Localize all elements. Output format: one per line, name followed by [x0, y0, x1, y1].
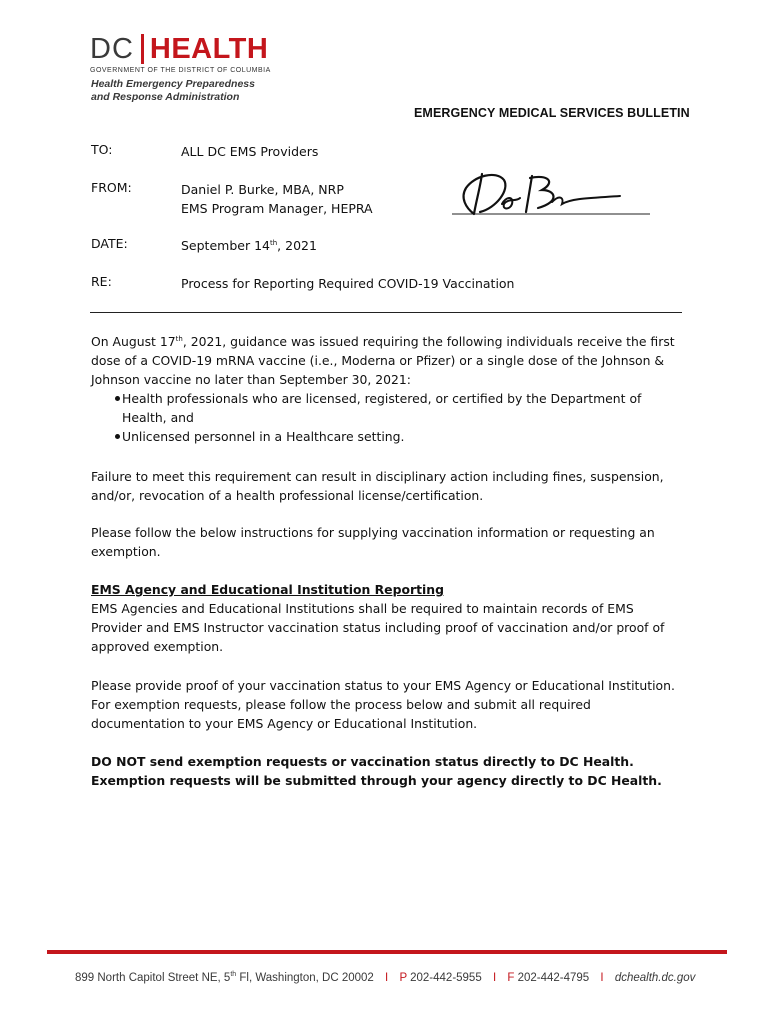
to-value: ALL DC EMS Providers: [181, 144, 319, 159]
paragraph-records: EMS Agencies and Educational Institutions shall be required to maintain records of EMS Provider and EMS Instructor vaccination status including proof of vaccination and/or proof of approved exemption.: [91, 601, 665, 654]
footer-divider: [47, 950, 727, 954]
org-line-2: and Response Administration: [91, 91, 240, 103]
paragraph-consequence: Failure to meet this requirement can result in disciplinary action including fines, suspension, and/or, revocation of a health professional license/certification.: [91, 469, 664, 503]
bulletin-title: EMERGENCY MEDICAL SERVICES BULLETIN: [414, 106, 690, 120]
from-label: FROM:: [91, 180, 132, 195]
fax-number: 202-442-4795: [517, 972, 590, 984]
org-line-1: Health Emergency Preparedness: [91, 78, 255, 90]
from-value: [181, 180, 373, 218]
to-label: TO:: [91, 142, 113, 157]
requirement-list: [91, 389, 681, 446]
paragraph-proof: Please provide proof of your vaccination status to your EMS Agency or Educational Institution. For exemption requests, please follow the process below and submit all required documentation to your EMS Agency or Educational Institution.: [91, 678, 675, 731]
logo-health-text: HEALTH: [149, 33, 269, 65]
footer-separator: I: [492, 972, 497, 984]
section-heading: EMS Agency and Educational Institution Reporting: [91, 582, 444, 597]
re-value: Process for Reporting Required COVID-19 Vaccination: [181, 276, 515, 291]
fax-label: F: [507, 972, 515, 984]
phone-number: 202-442-5955: [410, 972, 482, 984]
date-value: September 14th, 2021: [181, 238, 317, 253]
footer-separator: I: [385, 972, 389, 984]
website-link[interactable]: dchealth.dc.gov: [614, 972, 696, 984]
org-name: [91, 78, 255, 104]
list-item: Unlicensed personnel in a Healthcare setting.: [91, 427, 681, 446]
paragraph-intro: On August 17th, 2021, guidance was issued requiring the following individuals receive the first dose of a COVID-19 mRNA vaccine (i.e., Moderna or Pfizer) or a single dose of the Johnson & Johnson vaccine no later than September 30, 2021: Health professionals who are licensed, registered, or certified by the Department of Health, and Unlicensed personnel in a Healthcare setting.: [91, 332, 681, 446]
section-reporting: [91, 580, 681, 656]
paragraph-instructions: Please follow the below instructions for supplying vaccination information or requesting an exemption.: [91, 525, 655, 559]
signature-image: [452, 168, 652, 220]
bullet-icon: [115, 396, 120, 401]
bullet-icon: [115, 434, 120, 439]
logo-dc-text: DC: [90, 33, 134, 65]
header-divider: [90, 312, 682, 313]
logo-subtitle: GOVERNMENT OF THE DISTRICT OF COLUMBIA: [90, 67, 271, 74]
phone-label: P: [399, 972, 407, 984]
footer-separator: I: [600, 972, 604, 984]
footer-contact: [75, 972, 695, 984]
re-label: RE:: [91, 274, 112, 289]
list-item: Health professionals who are licensed, registered, or certified by the Department of Health, and: [91, 389, 681, 427]
footer-address: 899 North Capitol Street NE, 5th Fl, Washington, DC 20002: [75, 971, 374, 984]
logo-divider: [141, 34, 144, 64]
from-name: Daniel P. Burke, MBA, NRP: [181, 182, 344, 197]
paragraph-warning: DO NOT send exemption requests or vaccination status directly to DC Health. Exemption requests will be submitted through your agency directly to DC Health.: [91, 754, 662, 788]
dc-health-logo: [90, 34, 271, 74]
from-title: EMS Program Manager, HEPRA: [181, 201, 373, 216]
date-label: DATE:: [91, 236, 128, 251]
